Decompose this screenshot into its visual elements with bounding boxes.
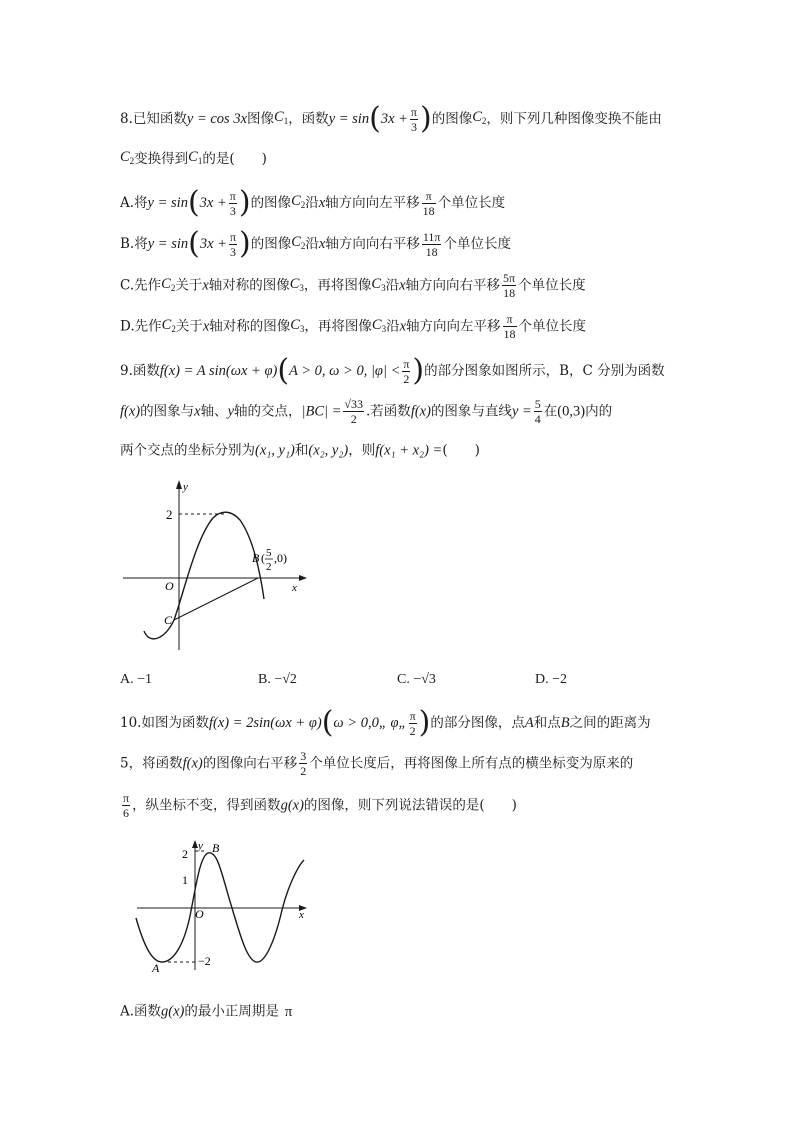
x-var: x <box>399 277 406 294</box>
fraction-pi-18: $\frac{\pi}{18}$ <box>503 312 516 341</box>
left-paren: ( <box>188 226 200 261</box>
q8-text: 的图像 <box>250 195 292 211</box>
left-paren: ( <box>187 185 200 220</box>
sine-curve <box>136 853 304 962</box>
c3-label: $C_3$ <box>289 275 304 293</box>
c3-label: $C_3$ <box>371 275 386 293</box>
fraction-pi-6: $\frac{\pi}{6}$ <box>123 791 130 820</box>
point-b-ref: B <box>560 715 570 731</box>
q9-text: 内的 <box>585 403 613 420</box>
q8-sin: y = sin <box>147 236 189 252</box>
q10-fx: f(x) <box>182 755 203 772</box>
q10-text: 的最小正周期是 <box>184 1003 279 1020</box>
q9-choice-a[interactable]: A. −1 <box>120 672 153 687</box>
c2-label: $C_2$ <box>291 193 306 210</box>
q9-point-1: (x₁, y₁) <box>255 442 295 459</box>
y-axis-label: y <box>183 481 188 493</box>
x-var: x <box>194 403 201 420</box>
fraction-pi-3: $\frac{\pi}{3}$ <box>229 229 237 259</box>
q8-option-a <box>120 185 506 220</box>
sine-curve <box>144 512 264 639</box>
option-label: D.先作 <box>120 318 162 335</box>
q8-option-b <box>120 226 511 261</box>
q8-text: 的是( ) <box>202 151 267 167</box>
point-b-label: B <box>252 551 260 565</box>
q10-text: 的图像，则下列说法错误的是( ) <box>303 797 517 814</box>
q8-text: ，则下列几种图像变换不能由 <box>486 111 662 127</box>
q10-text: ，纵坐标不变，得到函数 <box>132 797 281 814</box>
option-label: B.将 <box>120 236 148 252</box>
q10-line-1 <box>120 705 651 740</box>
right-paren: ) <box>412 353 425 388</box>
q9-choice-c[interactable]: C. −√3 <box>397 672 436 687</box>
c2-label: $C_2$ <box>161 316 176 334</box>
x-var: x <box>318 236 326 252</box>
c1-label: $C_1$ <box>274 109 289 126</box>
q8-text: 轴方向向右平移 <box>325 236 420 252</box>
q8-stem-text: 8.已知函数 <box>120 111 187 127</box>
q8-text: 轴方向向右平移 <box>405 277 501 294</box>
q9-line-3 <box>120 440 480 461</box>
q10-option-a <box>120 1001 292 1022</box>
q9-choice-d[interactable]: D. −2 <box>535 672 568 687</box>
q8-text: 轴方向向左平移 <box>406 318 501 335</box>
point-c-label: C <box>164 613 173 627</box>
q8-arg: 3x + <box>199 236 227 252</box>
c2-label: $C_2$ <box>291 234 306 251</box>
q10-text: 个单位长度后，再将图像上所有点的横坐标变为原来的 <box>309 755 634 772</box>
q9-line-eq: y = <box>511 403 532 420</box>
q9-point-2: (x₂, y₂) <box>308 442 349 459</box>
q8-text: 个单位长度 <box>443 236 511 252</box>
x-var: x <box>202 277 209 294</box>
max-value-label: 2 <box>166 507 173 522</box>
q10-text: 和点 <box>533 715 561 731</box>
q9-choice-b[interactable]: B. −√2 <box>258 672 297 687</box>
c2-label: $C_2$ <box>161 275 176 293</box>
min-value-label: −2 <box>198 954 211 968</box>
q9-text: 两个交点的坐标分别为 <box>120 442 255 459</box>
q9-fx: f(x) <box>410 403 431 420</box>
fraction-pi-2: $\frac{\pi}{2}$ <box>409 708 416 738</box>
q9-text: 的图象与 <box>140 403 195 420</box>
c3-label: $C_3$ <box>290 316 305 334</box>
q9-bc: |BC| = <box>301 403 342 420</box>
q8-function-c2: y = sin <box>328 111 370 127</box>
pi-symbol: π <box>284 1003 293 1020</box>
q8-text: 沿 <box>386 318 400 335</box>
x-var: x <box>202 318 210 335</box>
max-value-label: 2 <box>182 847 188 861</box>
q10-gx: g(x) <box>280 797 304 814</box>
segment-bc <box>174 578 258 620</box>
q9-stem-text: 9.函数 <box>120 363 160 379</box>
point-b-coord-end: ,0) <box>274 551 287 565</box>
q10-gx: g(x) <box>161 1003 185 1020</box>
right-paren: ) <box>239 226 251 261</box>
q9-graph-figure <box>118 474 318 654</box>
q8-text: 的图像 <box>431 111 473 127</box>
origin-label: O <box>195 907 204 921</box>
q10-text: 5，将函数 <box>120 755 183 772</box>
q8-text: 个单位长度 <box>518 318 587 335</box>
fraction-pi-2: $\frac{\pi}{2}$ <box>403 356 410 386</box>
q8-option-d <box>120 313 586 340</box>
one-value-label: 1 <box>182 873 188 887</box>
left-paren: ( <box>321 705 334 740</box>
q9-text: ( ) <box>442 442 480 459</box>
q9-line-1 <box>120 353 665 388</box>
origin-label: O <box>165 579 174 593</box>
q8-text: 沿 <box>305 236 319 252</box>
fraction-5-4: $\frac{5}{4}$ <box>534 397 541 426</box>
y-axis-arrow <box>176 480 182 489</box>
fraction-pi-18: $\frac{\pi}{18}$ <box>422 188 435 218</box>
q9-interval: (0,3) <box>557 403 586 420</box>
q8-text: 轴对称的图像 <box>209 318 291 335</box>
q9-text: 和 <box>294 442 309 459</box>
q10-stem-text: 10.如图为函数 <box>120 715 209 731</box>
c3-label: $C_3$ <box>371 316 387 334</box>
q10-text: 之间的距离为 <box>569 715 651 731</box>
q8-text: 轴方向向左平移 <box>325 195 420 211</box>
q8-text: 个单位长度 <box>518 277 586 294</box>
q8-line-2 <box>120 147 267 171</box>
q9-choices <box>120 672 720 692</box>
q9-text: 的部分图象如图所示，B，C 分别为函数 <box>424 363 665 379</box>
fraction-5pi-18: $\frac{5\pi}{18}$ <box>503 271 516 300</box>
q8-text: 的图像 <box>250 236 292 252</box>
fraction-11pi-18: $\frac{11\pi}{18}$ <box>422 229 441 259</box>
q8-sin: y = sin <box>147 195 188 211</box>
fraction-3-2: $\frac{3}{2}$ <box>300 749 307 778</box>
q8-text: ，再将图像 <box>304 318 372 335</box>
fraction-pi-3: $\frac{\pi}{3}$ <box>229 188 236 218</box>
y-axis-label: y <box>198 840 203 852</box>
q9-text: .若函数 <box>366 403 411 420</box>
right-paren: ) <box>238 185 251 220</box>
q9-text: 的图象与直线 <box>430 403 512 420</box>
q8-text: 变换得到 <box>134 151 189 167</box>
q9-fx: f(x) <box>120 403 141 420</box>
left-paren: ( <box>369 101 381 136</box>
q8-text: 关于 <box>175 277 203 294</box>
q9-text: 在 <box>543 403 558 420</box>
point-b-label: B <box>212 841 220 855</box>
q9-target: f(x₁ + x₂) = <box>375 442 443 459</box>
q9-line-2 <box>120 398 612 425</box>
x-var: x <box>399 318 407 335</box>
x-axis-label: x <box>292 582 297 594</box>
x-axis-label: x <box>299 909 304 921</box>
q8-text: 沿 <box>305 195 319 211</box>
q10-text: 的图像向右平移 <box>202 755 298 772</box>
point-b-paren: ( <box>261 551 265 565</box>
q9-function: f(x) = A sin(ωx + φ) <box>159 363 278 379</box>
q8-option-c <box>120 272 586 299</box>
q9-condition: A > 0, ω > 0, |φ| < <box>289 363 401 379</box>
q10-line-2 <box>120 750 633 777</box>
q9-text: 轴、 <box>200 403 228 420</box>
c2-label: $C_2$ <box>120 149 135 166</box>
option-label: A.将 <box>120 195 148 211</box>
option-label: C.先作 <box>120 277 162 294</box>
q8-text: 沿 <box>385 277 400 294</box>
right-paren: ) <box>418 705 431 740</box>
q10-condition: ω > 0,0„ φ„ <box>333 715 407 731</box>
option-label: A.函数 <box>120 1003 162 1020</box>
point-b-den: 2 <box>266 561 272 573</box>
q8-line-1 <box>120 101 662 136</box>
q8-function-c1: y = cos 3x <box>186 111 248 127</box>
q9-text: ，则 <box>348 442 376 459</box>
q8-text: 关于 <box>175 318 203 335</box>
c2-label: $C_2$ <box>472 109 487 126</box>
q8-text: ，函数 <box>288 111 329 127</box>
q8-text: ，再将图像 <box>303 277 372 294</box>
q10-function: f(x) = 2sin(ωx + φ) <box>208 715 322 731</box>
y-var: y <box>227 403 234 420</box>
fraction-pi-3: $\frac{\pi}{3}$ <box>410 104 417 134</box>
q10-graph-figure <box>132 836 322 976</box>
x-var: x <box>318 195 326 211</box>
left-paren: ( <box>277 353 290 388</box>
c1-label: $C_1$ <box>188 149 203 166</box>
fraction-sqrt33-2: $\frac{√33}{2}$ <box>344 397 364 426</box>
point-b-num: 5 <box>266 547 272 559</box>
q10-text: 的部分图像，点 <box>430 715 525 731</box>
point-a-ref: A <box>524 715 534 731</box>
x-axis-arrow <box>299 575 307 581</box>
point-a-label: A <box>152 961 160 975</box>
q8-text: 图像 <box>247 111 275 127</box>
q8-arg: 3x + <box>380 111 408 127</box>
q9-text: 轴的交点， <box>234 403 302 420</box>
q8-arg: 3x + <box>199 195 227 211</box>
q8-text: 个单位长度 <box>437 195 506 211</box>
q10-line-3 <box>120 792 517 819</box>
right-paren: ) <box>419 101 432 136</box>
q8-text: 轴对称的图像 <box>208 277 290 294</box>
